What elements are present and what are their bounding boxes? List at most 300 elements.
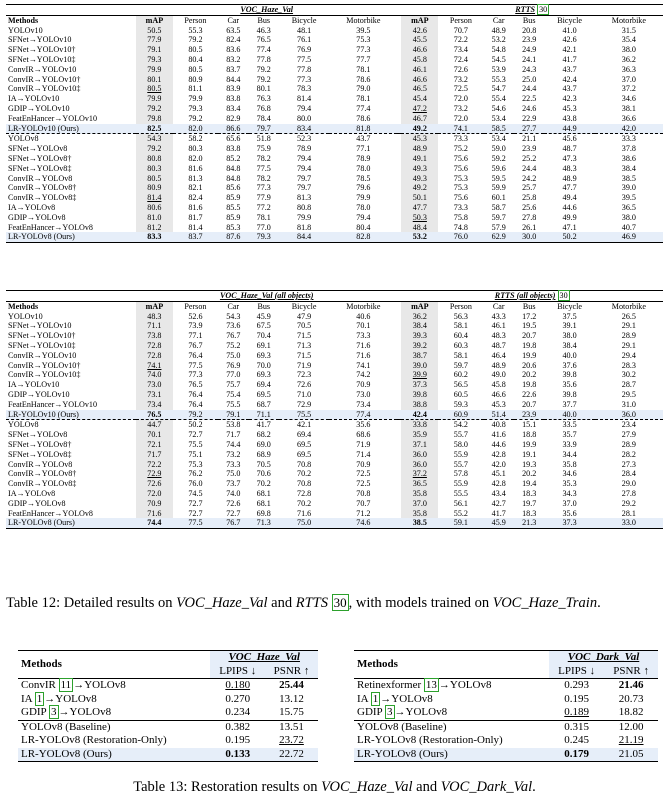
table-cell: 51.4	[484, 410, 514, 420]
table-cell: 71.5	[297, 331, 312, 341]
table-cell: 13.51	[265, 720, 318, 734]
table-cell: 75.0	[226, 350, 241, 360]
table-cell: 78.1	[356, 94, 371, 104]
method-name: SFNet→YOLOv10†	[8, 45, 76, 55]
table-cell: 60.4	[453, 331, 468, 341]
table-cell: 43.4	[491, 488, 506, 498]
methods-label: Methods	[6, 15, 136, 25]
table-cell: 76.5	[256, 35, 271, 45]
table-cell: 69.8	[256, 508, 271, 518]
table-cell: 19.9	[522, 350, 537, 360]
table-row	[6, 351, 663, 361]
table-row	[6, 479, 663, 489]
table-cell: 35.8	[401, 509, 438, 519]
table-cell: 73.2	[453, 103, 468, 113]
table-cell: 46.6	[401, 75, 438, 85]
table-cell: 35.6	[329, 420, 397, 430]
table-cell: 38.0	[621, 45, 636, 55]
table-row	[6, 223, 663, 233]
table-cell: 67.5	[256, 321, 271, 331]
table-cell: 42.8	[491, 449, 506, 459]
table13-right	[354, 650, 658, 762]
method-name: YOLOv10	[8, 311, 43, 321]
table-cell: 79.9	[188, 94, 203, 104]
table-cell: 28.9	[621, 331, 636, 341]
table-cell: 45.8	[491, 380, 506, 390]
table-cell: 75.3	[453, 173, 468, 183]
table-cell: 42.3	[562, 94, 577, 104]
table-cell: 82.4	[226, 35, 241, 45]
table-cell: 73.3	[356, 331, 371, 341]
method-name: ConvIR→YOLOv8†	[8, 183, 77, 193]
table-cell: 79.0	[356, 84, 371, 94]
table-cell: 72.4	[453, 54, 468, 64]
table-cell: 42.1	[562, 45, 577, 55]
column-header: PSNR ↑	[265, 665, 318, 679]
table-cell: 0.234	[225, 706, 251, 718]
table-cell: 75.3	[453, 183, 468, 193]
table-cell: 20.2	[522, 469, 537, 479]
table-cell: 79.3	[249, 232, 279, 242]
table-cell: 81.4	[297, 94, 312, 104]
table12-top	[6, 4, 663, 243]
table-cell: 77.7	[356, 54, 371, 64]
method-name: IA→YOLOv8	[8, 202, 56, 212]
table-cell: 83.9	[226, 84, 241, 94]
table-cell: 42.4	[562, 74, 577, 84]
table-cell: 35.6	[562, 508, 577, 518]
table-cell: 76.7	[188, 340, 203, 350]
column-header: Car	[218, 15, 248, 25]
table-row	[18, 693, 318, 707]
table-row	[6, 164, 663, 174]
table-cell: 28.4	[621, 469, 636, 479]
table-cell: 37.8	[621, 144, 636, 154]
table-cell: 74.0	[136, 370, 173, 380]
table-cell: 56.3	[453, 311, 468, 321]
table-cell: 59.6	[491, 163, 506, 173]
table-row	[354, 734, 658, 748]
table-row	[6, 232, 663, 242]
table-cell: 19.8	[522, 340, 537, 350]
table-cell: 55.9	[453, 449, 468, 459]
table-cell: 71.6	[136, 509, 173, 519]
table-cell: 39.0	[401, 361, 438, 371]
table-cell: 24.3	[522, 64, 537, 74]
table-cell: 72.0	[136, 489, 173, 499]
column-header: Bicycle	[279, 301, 329, 311]
table-cell: 71.6	[297, 508, 312, 518]
table-cell: 39.2	[401, 341, 438, 351]
table-cell: 70.0	[256, 360, 271, 370]
table-cell: 77.1	[356, 144, 371, 154]
table-cell: 27.8	[621, 488, 636, 498]
column-header: Motorbike	[595, 301, 663, 311]
table-row	[18, 734, 318, 748]
table-cell: 46.1	[491, 321, 506, 331]
column-header: Person	[173, 301, 218, 311]
table-cell: 82.0	[173, 124, 218, 134]
table-cell: 34.4	[562, 449, 577, 459]
table-row	[6, 331, 663, 341]
table-cell: 36.0	[595, 410, 663, 420]
table-cell: 72.0	[453, 94, 468, 104]
method-name: YOLOv8 (Baseline)	[354, 720, 549, 734]
group-header-right: RTTS (all objects) 30	[401, 291, 663, 302]
table-cell: 79.4	[297, 153, 312, 163]
table-cell: 53.2	[491, 35, 506, 45]
table-row	[6, 144, 663, 154]
table-cell: 72.5	[356, 479, 371, 489]
table-cell: 77.3	[188, 370, 203, 380]
table-cell: 70.2	[297, 498, 312, 508]
table-cell: 21.3	[514, 518, 544, 528]
table-cell: 24.9	[522, 45, 537, 55]
table-cell: 55.7	[453, 430, 468, 440]
table-cell: 57.9	[491, 222, 506, 232]
table-cell: 80.8	[297, 202, 312, 212]
table-cell: 0.245	[564, 734, 590, 746]
table-cell: 76.9	[297, 45, 312, 55]
table-cell: 0.195	[564, 692, 590, 705]
methods-label: Methods	[18, 651, 210, 679]
table-cell: 78.6	[356, 74, 371, 84]
table-cell: 29.5	[621, 389, 636, 399]
table-cell: 59.7	[491, 212, 506, 222]
table-cell: 59.7	[453, 360, 468, 370]
method-name: YOLOv8	[6, 420, 136, 430]
table-cell: 76.4	[188, 389, 203, 399]
table-cell: 86.6	[218, 124, 248, 134]
table-cell: 45.3	[401, 134, 438, 144]
table-row	[6, 509, 663, 519]
method-name: ConvIR→YOLOv8‡	[8, 193, 77, 203]
table-cell: 36.0	[401, 450, 438, 460]
table-cell: 22.9	[522, 113, 537, 123]
table-cell: 24.1	[522, 54, 537, 64]
table-cell: 35.8	[401, 489, 438, 499]
table-cell: 79.7	[297, 183, 312, 193]
table-cell: 73.2	[453, 74, 468, 84]
table-cell: 73.6	[226, 321, 241, 331]
table-cell: 54.5	[491, 54, 506, 64]
table-cell: 72.9	[297, 399, 312, 409]
table-cell: 58.2	[173, 134, 218, 144]
table-cell: 70.8	[297, 479, 312, 489]
table-cell: 55.3	[188, 25, 203, 35]
table-cell: 69.0	[256, 439, 271, 449]
table-cell: 80.0	[297, 113, 312, 123]
table-row	[6, 380, 663, 390]
table-cell: 71.3	[249, 518, 279, 528]
table-cell: 78.0	[356, 202, 371, 212]
table-cell: 68.7	[256, 399, 271, 409]
table-cell: 82.1	[188, 183, 203, 193]
method-name: FeatEnHancer→YOLOv10	[8, 399, 98, 409]
method-name: ConvIR→YOLOv8	[8, 459, 73, 469]
table-cell: 81.0	[136, 213, 173, 223]
column-header: mAP	[136, 15, 173, 25]
table-row	[6, 440, 663, 450]
column-header: Motorbike	[329, 301, 397, 311]
table-cell: 56.5	[453, 380, 468, 390]
table-cell: 72.6	[136, 479, 173, 489]
table-cell: 69.4	[297, 430, 312, 440]
table-cell: 70.9	[356, 380, 371, 390]
method-name: YOLOv10	[8, 25, 43, 35]
table-row	[6, 518, 663, 528]
table-cell: 54.6	[491, 103, 506, 113]
table-cell: 47.9	[297, 311, 312, 321]
table-cell: 79.9	[136, 94, 173, 104]
table-cell: 37.0	[562, 498, 577, 508]
table-cell: 72.1	[136, 440, 173, 450]
table-cell: 55.9	[453, 479, 468, 489]
table-cell: 49.3	[401, 174, 438, 184]
table-cell: 37.2	[621, 84, 636, 94]
table-cell: 72.7	[226, 508, 241, 518]
method-name: GDIP→YOLOv10	[8, 103, 70, 113]
table-cell: 80.1	[256, 84, 271, 94]
table-cell: 81.4	[136, 193, 173, 203]
method-name: LR-YOLOv8 (Ours)	[354, 748, 549, 762]
table-cell: 20.73	[618, 692, 644, 705]
column-header: LPIPS ↓	[210, 665, 265, 679]
column-header: Person	[438, 15, 483, 25]
table-cell: 40.7	[621, 222, 636, 232]
table-cell: 72.2	[453, 35, 468, 45]
table-cell: 83.4	[226, 103, 241, 113]
table-cell: 41.7	[562, 54, 577, 64]
column-header: Car	[484, 301, 514, 311]
table-cell: 35.9	[401, 430, 438, 440]
table-cell: 38.4	[401, 321, 438, 331]
table-row	[6, 183, 663, 193]
table-cell: 77.2	[256, 202, 271, 212]
table-cell: 23.9	[522, 35, 537, 45]
table-cell: 59.5	[491, 173, 506, 183]
table-cell: 37.7	[562, 399, 577, 409]
table-cell: 77.4	[329, 410, 397, 420]
table-cell: 74.1	[356, 360, 371, 370]
table-cell: 0.189	[564, 706, 590, 718]
table-cell: 71.3	[297, 340, 312, 350]
table-cell: 83.8	[226, 94, 241, 104]
table-cell: 70.8	[297, 459, 312, 469]
table-cell: 79.2	[136, 144, 173, 154]
table-row	[6, 400, 663, 410]
table-cell: 78.1	[256, 212, 271, 222]
methods-header	[6, 5, 136, 16]
table-cell: 38.4	[562, 340, 577, 350]
table-cell: 36.2	[401, 312, 438, 322]
method-name: IA 1 →YOLOv8	[21, 692, 97, 705]
method-name: GDIP→YOLOv8	[8, 212, 66, 222]
table-cell: 77.0	[256, 222, 271, 232]
table-cell: 74.4	[136, 518, 173, 528]
table-cell: 60.9	[438, 410, 483, 420]
table-cell: 73.4	[356, 399, 371, 409]
method-name: ConvIR→YOLOv10†	[8, 360, 81, 370]
table-cell: 21.46	[618, 679, 644, 691]
method-name: SFNet→YOLOv10‡	[8, 340, 76, 350]
table-cell: 79.2	[136, 104, 173, 114]
table-cell: 79.9	[297, 212, 312, 222]
table-cell: 42.6	[562, 35, 577, 45]
table-cell: 36.2	[621, 54, 636, 64]
table-cell: 23.9	[514, 410, 544, 420]
table-cell: 59.9	[491, 183, 506, 193]
table-cell: 25.8	[522, 193, 537, 203]
table-cell: 72.8	[297, 488, 312, 498]
table-cell: 70.6	[256, 469, 271, 479]
table-cell: 72.6	[226, 498, 241, 508]
table-cell: 78.5	[356, 173, 371, 183]
method-name: IA→YOLOv10	[8, 94, 60, 104]
table-cell: 68.9	[256, 449, 271, 459]
table-cell: 74.4	[226, 439, 241, 449]
table-cell: 76.2	[188, 469, 203, 479]
method-name: ConvIR→YOLOv8‡	[8, 479, 77, 489]
table-row	[6, 203, 663, 213]
table-cell: 46.6	[401, 45, 438, 55]
table-cell: 80.9	[136, 183, 173, 193]
table-cell: 83.7	[226, 64, 241, 74]
table-cell: 78.9	[356, 153, 371, 163]
table-cell: 81.7	[188, 212, 203, 222]
table-cell: 20.7	[522, 331, 537, 341]
table-cell: 48.3	[136, 312, 173, 322]
table-cell: 71.1	[249, 410, 279, 420]
table-cell: 30.0	[514, 232, 544, 242]
method-name: SFNet→YOLOv10†	[8, 331, 76, 341]
table-cell: 70.7	[356, 498, 371, 508]
table-cell: 35.8	[562, 459, 577, 469]
table-cell: 80.5	[136, 84, 173, 94]
table-cell: 38.6	[621, 153, 636, 163]
table-cell: 28.3	[621, 360, 636, 370]
method-name: LR-YOLOv8 (Ours)	[18, 748, 210, 762]
table-cell: 55.4	[491, 94, 506, 104]
table-cell: 59.1	[438, 518, 483, 528]
table-cell: 34.6	[562, 469, 577, 479]
table-cell: 25.44	[279, 679, 304, 691]
table-cell: 22.5	[522, 94, 537, 104]
table-cell: 79.4	[356, 212, 371, 222]
table-cell: 81.3	[297, 193, 312, 203]
table-cell: 72.2	[136, 460, 173, 470]
method-name: GDIP 3 →YOLOv8	[21, 706, 112, 718]
table-cell: 72.6	[297, 380, 312, 390]
table-row	[18, 706, 318, 720]
table-cell: 55.7	[453, 459, 468, 469]
method-name: ConvIR→YOLOv8	[8, 173, 73, 183]
table-cell: 82.8	[329, 232, 397, 242]
method-name: SFNet→YOLOv10	[8, 35, 72, 45]
column-header: LPIPS ↓	[549, 665, 604, 679]
table-cell: 40.0	[562, 350, 577, 360]
table-cell: 76.0	[188, 479, 203, 489]
table-cell: 75.3	[188, 459, 203, 469]
group-header-left: VOC_Haze_Val	[136, 5, 397, 16]
table-cell: 40.6	[356, 311, 371, 321]
table-cell: 38.0	[562, 331, 577, 341]
table-row	[6, 84, 663, 94]
table-cell: 37.1	[401, 440, 438, 450]
table-cell: 81.4	[188, 222, 203, 232]
table-cell: 75.8	[453, 212, 468, 222]
table-cell: 17.2	[522, 311, 537, 321]
table-row	[354, 706, 658, 720]
table-cell: 27.9	[621, 430, 636, 440]
method-name: FeatEnHancer→YOLOv8	[8, 222, 93, 232]
table-cell: 73.0	[136, 380, 173, 390]
table-cell: 70.5	[256, 459, 271, 469]
table-row	[6, 489, 663, 499]
table-cell: 87.6	[218, 232, 248, 242]
table-cell: 52.6	[188, 311, 203, 321]
table-cell: 28.9	[621, 439, 636, 449]
method-name: LR-YOLOv8 (Restoration-Only)	[357, 734, 503, 746]
table-cell: 54.3	[136, 134, 173, 144]
table-cell: 45.6	[544, 134, 594, 144]
table-cell: 73.7	[226, 479, 241, 489]
table-cell: 75.0	[279, 518, 329, 528]
column-header: Bicycle	[279, 15, 329, 25]
table-cell: 31.5	[621, 25, 636, 35]
table-cell: 79.6	[356, 183, 371, 193]
table-cell: 54.2	[438, 420, 483, 430]
table-cell: 75.6	[453, 163, 468, 173]
table-cell: 80.4	[356, 222, 371, 232]
table-cell: 27.8	[522, 212, 537, 222]
table-cell: 75.4	[226, 389, 241, 399]
table-cell: 79.1	[218, 410, 248, 420]
table-cell: 58.5	[484, 124, 514, 134]
column-header: Bus	[514, 301, 544, 311]
table-cell: 45.9	[484, 518, 514, 528]
table-cell: 73.8	[136, 331, 173, 341]
table-cell: 50.3	[401, 213, 438, 223]
table-cell: 79.7	[249, 124, 279, 134]
table-cell: 19.8	[522, 380, 537, 390]
table-cell: 38.8	[401, 400, 438, 410]
table-cell: 80.9	[188, 74, 203, 84]
table-cell: 37.0	[621, 74, 636, 84]
table-cell: 20.6	[522, 360, 537, 370]
table-cell: 33.3	[595, 134, 663, 144]
table-cell: 73.2	[226, 449, 241, 459]
table-cell: 53.4	[491, 113, 506, 123]
table-cell: 47.2	[401, 104, 438, 114]
table-cell: 77.0	[226, 370, 241, 380]
table-cell: 46.5	[401, 84, 438, 94]
table-cell: 36.5	[621, 202, 636, 212]
table-cell: 76.1	[297, 35, 312, 45]
table-row	[6, 361, 663, 371]
table-cell: 63.5	[226, 25, 241, 35]
table-cell: 75.2	[226, 340, 241, 350]
table-cell: 29.0	[621, 479, 636, 489]
table-cell: 77.5	[256, 163, 271, 173]
method-name: FeatEnHancer→YOLOv10	[8, 113, 98, 123]
table-cell: 39.5	[356, 25, 371, 35]
table-cell: 80.4	[188, 54, 203, 64]
table-cell: 33.9	[562, 439, 577, 449]
table-cell: 76.4	[188, 350, 203, 360]
column-header: Car	[218, 301, 248, 311]
table-cell: 65.6	[218, 134, 248, 144]
